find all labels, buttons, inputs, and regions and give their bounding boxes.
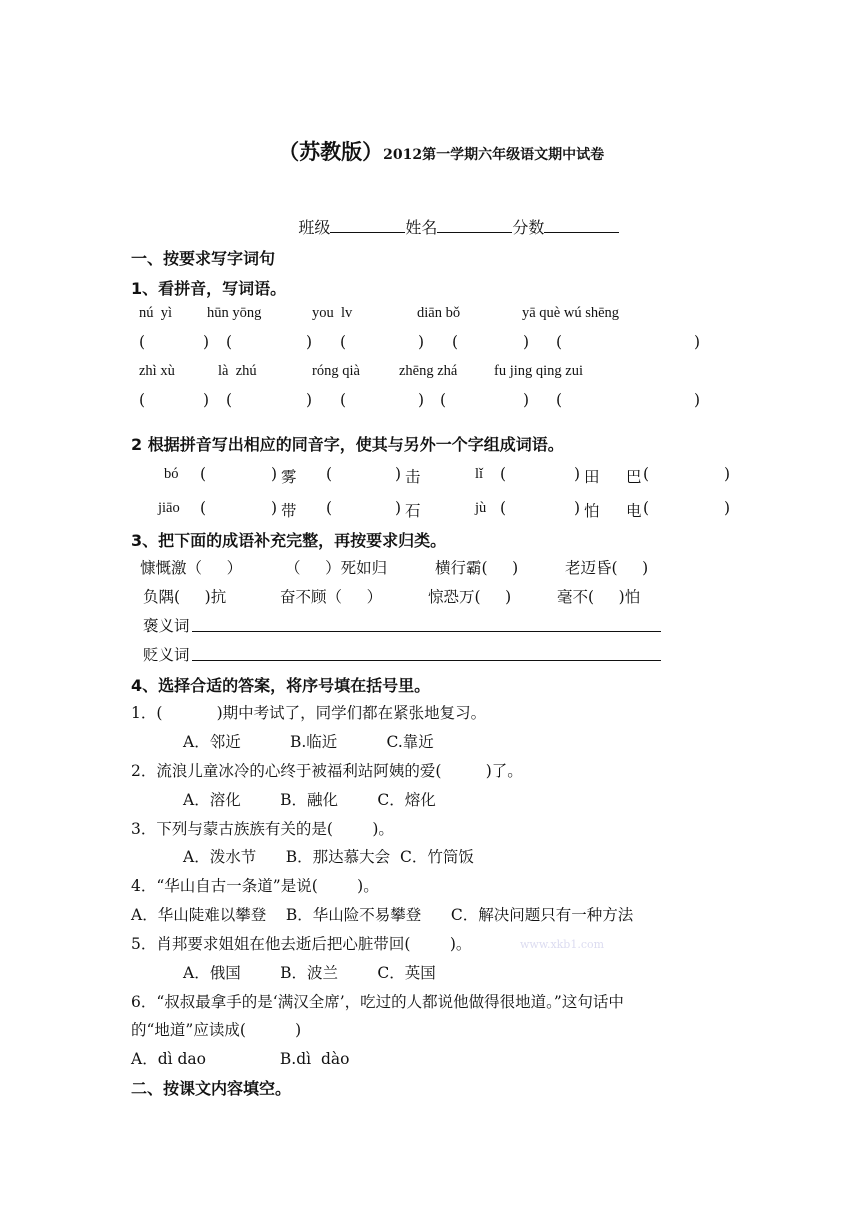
q2-char: 雾 [281, 468, 297, 486]
answer-paren-open[interactable]: ( [340, 333, 347, 351]
q2-blank[interactable]: ) [724, 465, 731, 483]
pinyin-2-1: zhì xù [139, 363, 175, 379]
praise-label: 褒义词 [143, 617, 190, 635]
idiom-item: 负隅( )抗 [143, 588, 227, 606]
idiom-item: 老迈昏( ) [565, 559, 649, 577]
mc-options: A．溶化 B．融化 C．熔化 [183, 791, 436, 809]
pinyin-2-4: zhēng zhá [399, 363, 458, 379]
q2-blank[interactable]: ( [326, 499, 333, 517]
idiom-item: 奋不顾（ ） [280, 588, 383, 606]
student-info-row [278, 196, 619, 257]
q2-blank[interactable]: ) [271, 465, 278, 483]
mc-question-stem: 3．下列与蒙古族族有关的是( )。 [131, 820, 394, 838]
q2-blank[interactable]: ) [395, 499, 402, 517]
score-blank[interactable] [544, 218, 619, 233]
pinyin-1-4: diān bǒ [417, 305, 461, 321]
mc-question-stem: 1．( )期中考试了，同学们都在紧张地复习。 [131, 704, 487, 722]
mc-question-stem: 5．肖邦要求姐姐在他去逝后把心脏带回( )。 [131, 935, 472, 953]
title-text: 2012第一学期六年级语文期中试卷 [383, 147, 605, 163]
answer-paren-close[interactable]: ) [418, 333, 425, 351]
section1-heading: 一、按要求写字词句 [131, 249, 276, 268]
watermark: www.xkb1.com [520, 938, 605, 951]
mc-options: A．俄国 B．波兰 C．英国 [183, 964, 436, 982]
q2-blank[interactable]: ) [271, 499, 278, 517]
idiom-item: 横行霸( ) [435, 559, 519, 577]
mc-options: A．邻近 B.临近 C.靠近 [183, 733, 434, 751]
answer-paren-open[interactable]: ( [340, 391, 347, 409]
q2-heading: 2 根据拼音写出相应的同音字，使其与另外一个字组成词语。 [131, 435, 564, 454]
pinyin-1-3: you lv [312, 305, 353, 321]
answer-paren-open[interactable]: ( [139, 391, 146, 409]
q2-blank[interactable]: ( [643, 499, 650, 517]
answer-paren-close[interactable]: ) [306, 391, 313, 409]
q2-pinyin: bó [164, 466, 179, 482]
idiom-item: （ ）死如归 [285, 559, 388, 577]
name-blank[interactable] [437, 218, 512, 233]
q6-options: A．dì dao B.dì dào [131, 1050, 350, 1068]
q2-pinyin: jù [475, 500, 487, 516]
answer-paren-close[interactable]: ) [203, 391, 210, 409]
q6-stem-line2: 的“地道”应读成( ) [131, 1021, 302, 1039]
q2-char: 田 [584, 468, 600, 486]
answer-paren-open[interactable]: ( [226, 333, 233, 351]
page-title [0, 117, 860, 185]
q3-heading: 3、把下面的成语补充完整，再按要求归类。 [131, 531, 447, 550]
answer-paren-open[interactable]: ( [452, 333, 459, 351]
mc-options: A．华山陡难以攀登 B．华山险不易攀登 C．解决问题只有一种方法 [131, 906, 634, 924]
q2-blank[interactable]: ( [200, 499, 207, 517]
q2-char: 怕 [584, 502, 600, 520]
pinyin-1-1: nú yì [139, 305, 173, 321]
q2-char: 巴 [626, 468, 642, 486]
q2-blank[interactable]: ) [574, 465, 581, 483]
idiom-item: 毫不( )怕 [557, 588, 641, 606]
pinyin-2-5: fu jing qing zui [494, 363, 584, 379]
praise-answer-line[interactable] [192, 631, 661, 632]
title-publisher: （苏教版） [278, 139, 384, 164]
answer-paren-close[interactable]: ) [418, 391, 425, 409]
q2-blank[interactable]: ) [395, 465, 402, 483]
name-label: 姓名 [405, 218, 438, 237]
answer-paren-close[interactable]: ) [523, 333, 530, 351]
idiom-item: 慷慨激（ ） [140, 559, 243, 577]
answer-paren-open[interactable]: ( [226, 391, 233, 409]
class-label: 班级 [298, 218, 331, 237]
answer-paren-close[interactable]: ) [694, 391, 701, 409]
answer-paren-open[interactable]: ( [139, 333, 146, 351]
answer-paren-close[interactable]: ) [523, 391, 530, 409]
q2-pinyin: jiāo [158, 500, 180, 516]
score-label: 分数 [512, 218, 545, 237]
q2-blank[interactable]: ( [200, 465, 207, 483]
mc-options: A．泼水节 B．那达慕大会 C．竹筒饭 [183, 848, 474, 866]
q2-char: 击 [405, 468, 421, 486]
answer-paren-close[interactable]: ) [694, 333, 701, 351]
section2-heading: 二、按课文内容填空。 [131, 1079, 292, 1098]
q2-char: 石 [405, 502, 421, 520]
q2-blank[interactable]: ) [724, 499, 731, 517]
q4-heading: 4、选择合适的答案，将序号填在括号里。 [131, 676, 431, 695]
pinyin-1-2: hūn yōng [207, 305, 262, 321]
answer-paren-open[interactable]: ( [556, 333, 563, 351]
mc-question-stem: 4．“华山自古一条道”是说( )。 [131, 877, 379, 895]
answer-paren-close[interactable]: ) [203, 333, 210, 351]
answer-paren-close[interactable]: ) [306, 333, 313, 351]
derog-answer-line[interactable] [192, 660, 661, 661]
q1-heading: 1、看拼音，写词语。 [131, 279, 287, 298]
q2-char: 带 [281, 502, 297, 520]
q6-stem-line1: 6．“叔叔最拿手的是‘满汉全席’，吃过的人都说他做得很地道。”这句话中 [131, 993, 624, 1011]
idiom-item: 惊恐万( ) [428, 588, 512, 606]
q2-blank[interactable]: ) [574, 499, 581, 517]
answer-paren-open[interactable]: ( [440, 391, 447, 409]
mc-question-stem: 2．流浪儿童冰冷的心终于被福利站阿姨的爱( )了。 [131, 762, 523, 780]
pinyin-1-5: yā què wú shēng [522, 305, 620, 321]
pinyin-2-2: là zhú [218, 363, 257, 379]
answer-paren-open[interactable]: ( [556, 391, 563, 409]
q2-char: 电 [626, 502, 642, 520]
pinyin-2-3: róng qià [312, 363, 360, 379]
q2-blank[interactable]: ( [500, 499, 507, 517]
q2-blank[interactable]: ( [643, 465, 650, 483]
q2-pinyin: lǐ [475, 466, 484, 482]
q2-blank[interactable]: ( [326, 465, 333, 483]
class-blank[interactable] [330, 218, 405, 233]
q2-blank[interactable]: ( [500, 465, 507, 483]
derog-label: 贬义词 [143, 646, 190, 664]
